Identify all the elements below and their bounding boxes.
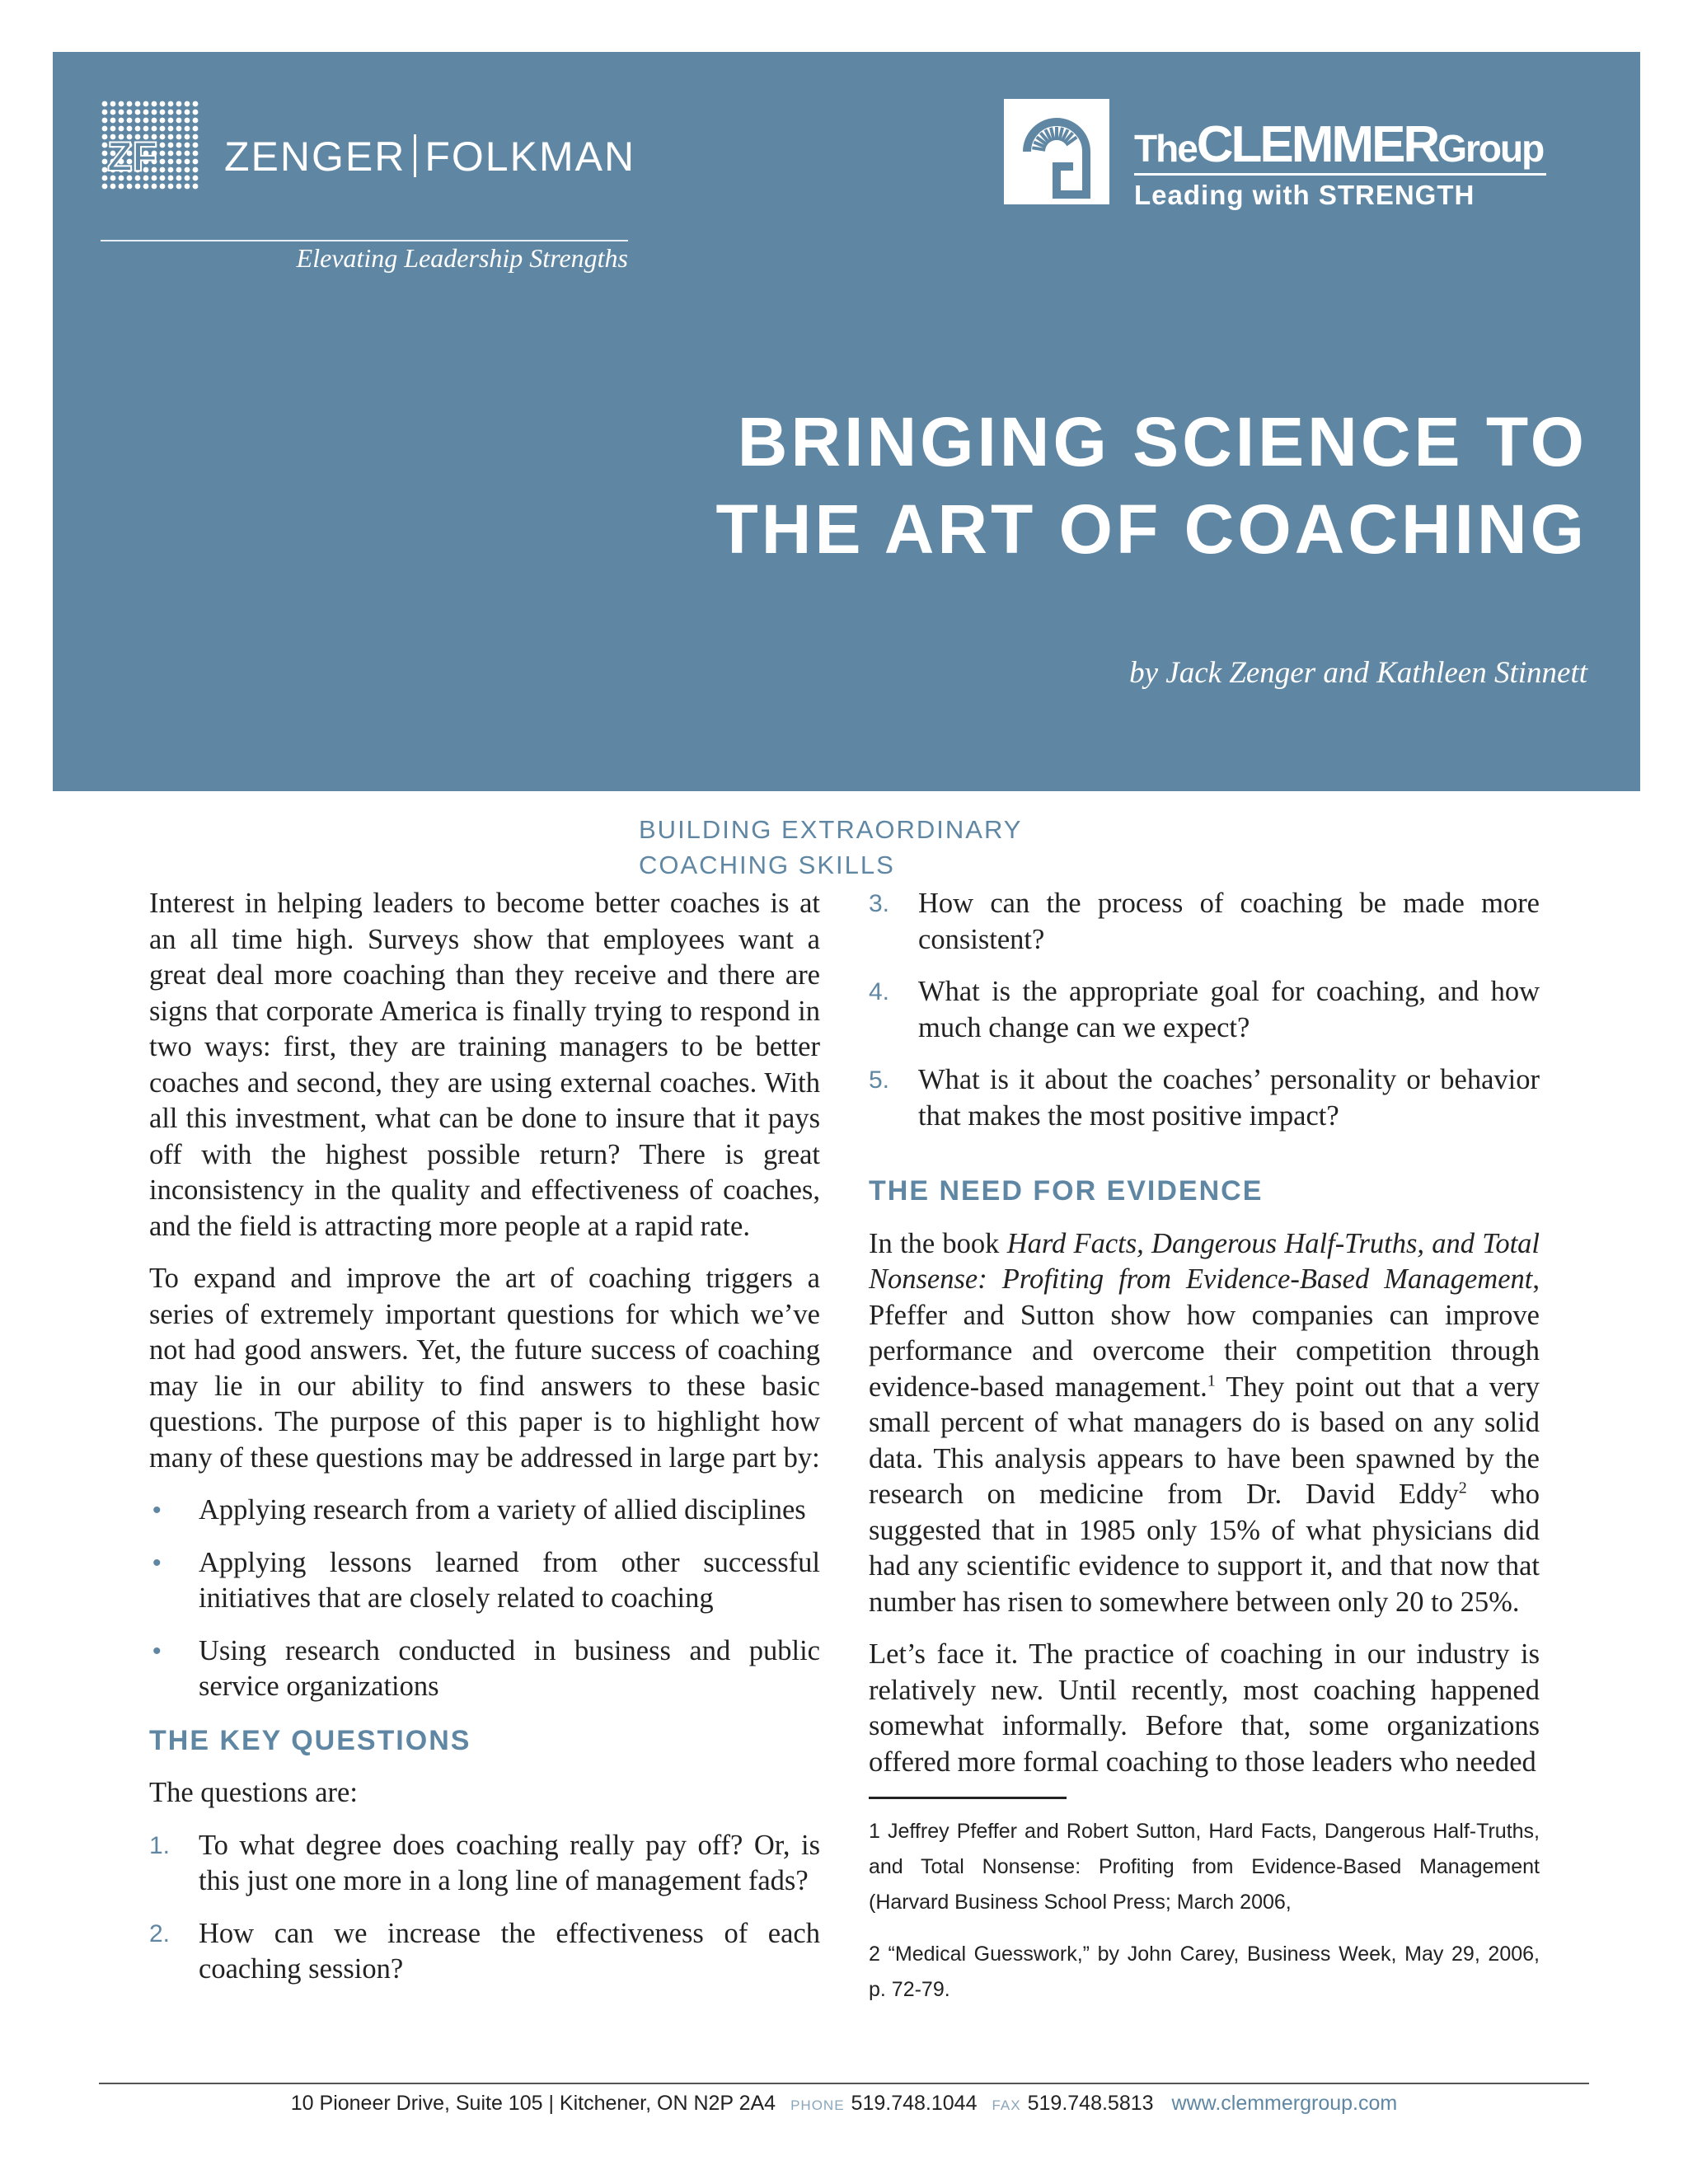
svg-text:ZF: ZF xyxy=(107,134,158,180)
approach-list xyxy=(149,1493,820,1705)
footnote-ref-2: 2 xyxy=(1458,1479,1467,1497)
list-item: • Applying lessons learned from other successful initiatives that are closely related to coaching xyxy=(152,1546,820,1614)
clemmer-g-sunburst-icon xyxy=(1002,97,1111,206)
clemmer-group-name: TheCLEMMERGroup xyxy=(1134,116,1544,173)
zenger-folkman-logo xyxy=(101,100,678,298)
questions-list-part2 xyxy=(869,886,1540,1134)
evidence-paragraph: In the book Hard Facts, Dangerous Half-Truths, and Total Nonsense: Profiting from Evidence-Based Management, Pfeffer and Sutton show how companies can improve performance and overcome their competition through evidence-based management.$^1$ They point out that a very small percent of what managers do is based on any solid data. This analysis appears to have been spawned by the research on medicine from Dr. David Eddy$^2$ who suggested that in 1985 only 15% of what physicians did had any scientific evidence to support it, and that now that number has risen to somewhere between only 20 to 25%. xyxy=(869,1227,1540,1618)
left-column xyxy=(149,886,820,2004)
byline: by Jack Zenger and Kathleen Stinnett xyxy=(1129,656,1587,690)
clemmer-logo-rule xyxy=(1134,173,1546,176)
question-number: 2. xyxy=(149,1919,171,1947)
intro-paragraph: Interest in helping leaders to become better coaches is at an all time high. Surveys show that employees want a great deal more coaching than they receive and there are signs that corporate America is finally trying to respond in two ways: first, they are training managers to be better coaches and second, they are using external coaches. With all this investment, what can be done to insure that it pays off with the highest possible return? There is great inconsistency in the quality and effectiveness of coaches, and the field is attracting more people at a rapid rate. xyxy=(149,888,820,1242)
footer-fax: 519.748.5813 xyxy=(1027,2092,1154,2115)
kicker-line-1: BUILDING EXTRAORDINARY xyxy=(639,815,1023,844)
list-item: 2. How can we increase the effectiveness of each coaching session? xyxy=(149,1917,820,1985)
phone-label: PHONE xyxy=(790,2097,845,2113)
list-item: 1. To what degree does coaching really pay off? Or, is this just one more in a long line of management fads? xyxy=(149,1829,820,1896)
page-footer xyxy=(0,2092,1688,2116)
list-item: 5. What is it about the coaches’ personality or behavior that makes the most positive impact? xyxy=(869,1064,1540,1132)
page-title xyxy=(715,398,1587,573)
list-item: • Using research conducted in business and public service organizations xyxy=(152,1634,820,1702)
right-column xyxy=(869,886,1540,2024)
question-number: 3. xyxy=(869,890,890,917)
heading-need-for-evidence: THE NEED FOR EVIDENCE xyxy=(869,1175,1264,1207)
question-number: 1. xyxy=(149,1831,171,1859)
questions-intro: The questions are: xyxy=(149,1777,358,1808)
zf-tagline: Elevating Leadership Strengths xyxy=(296,243,628,273)
clemmer-group-logo xyxy=(1002,97,1596,221)
title-line-1: BRINGING SCIENCE TO xyxy=(737,403,1587,480)
zf-brand-name: ZENGER FOLKMAN xyxy=(224,134,636,180)
fax-label: FAX xyxy=(992,2097,1021,2113)
footer-phone: 519.748.1044 xyxy=(851,2092,978,2115)
question-number: 5. xyxy=(869,1066,890,1094)
footer-address: 10 Pioneer Drive, Suite 105 | Kitchener, ON N2P 2A4 xyxy=(290,2092,776,2115)
zf-logo-rule xyxy=(101,240,628,241)
title-line-2: THE ART OF COACHING xyxy=(715,490,1587,568)
footnote-2: 2 “Medical Guesswork,” by John Carey, Business Week, May 29, 2006, p. 72-79. xyxy=(869,1943,1540,2001)
bullet-mark: • xyxy=(152,1637,162,1665)
list-item: 4. What is the appropriate goal for coaching, and how much change can we expect? xyxy=(869,976,1540,1043)
bullet-mark: • xyxy=(152,1497,162,1524)
purpose-paragraph: To expand and improve the art of coaching triggers a series of extremely important questions for which we’ve not had good answers. Yet, the future success of coaching may lie in our ability to find answers to these basic questions. The purpose of this paper is to highlight how many of these questions may be addressed in large part by: xyxy=(149,1263,820,1474)
practice-paragraph: Let’s face it. The practice of coaching in our industry is relatively new. Until recently, most coaching happened somewhat informally. Before that, some organizations offered more formal coaching to those leaders who needed xyxy=(869,1638,1540,1778)
kicker-line-2: COACHING SKILLS xyxy=(639,851,895,879)
footnote-rule xyxy=(869,1797,1067,1799)
zf-dot-grid-icon xyxy=(101,100,199,192)
list-item: • Applying research from a variety of allied disciplines xyxy=(149,1493,820,1529)
footer-website-link[interactable]: www.clemmergroup.com xyxy=(1171,2092,1398,2115)
question-number: 4. xyxy=(869,978,890,1005)
footnote-ref-1: 1 xyxy=(1207,1371,1216,1390)
bullet-mark: • xyxy=(152,1549,162,1577)
footer-rule xyxy=(99,2083,1589,2084)
clemmer-tagline: Leading with STRENGTH xyxy=(1134,180,1475,210)
book-title: Hard Facts, Dangerous Half-Truths, and Total Nonsense: Profiting from Evidence-Based Management xyxy=(869,1227,1540,1295)
list-item: 3. How can the process of coaching be made more consistent? xyxy=(869,888,1540,955)
section-kicker xyxy=(639,812,1022,883)
footnote-1: 1 Jeffrey Pfeffer and Robert Sutton, Hard Facts, Dangerous Half-Truths, and Total Nonsense: Profiting from Evidence-Based Management (Harvard Business School Press; March 2006, xyxy=(869,1820,1540,1914)
header-banner xyxy=(53,52,1640,791)
questions-list-part1 xyxy=(149,1828,820,1988)
heading-key-questions: THE KEY QUESTIONS xyxy=(149,1724,471,1756)
